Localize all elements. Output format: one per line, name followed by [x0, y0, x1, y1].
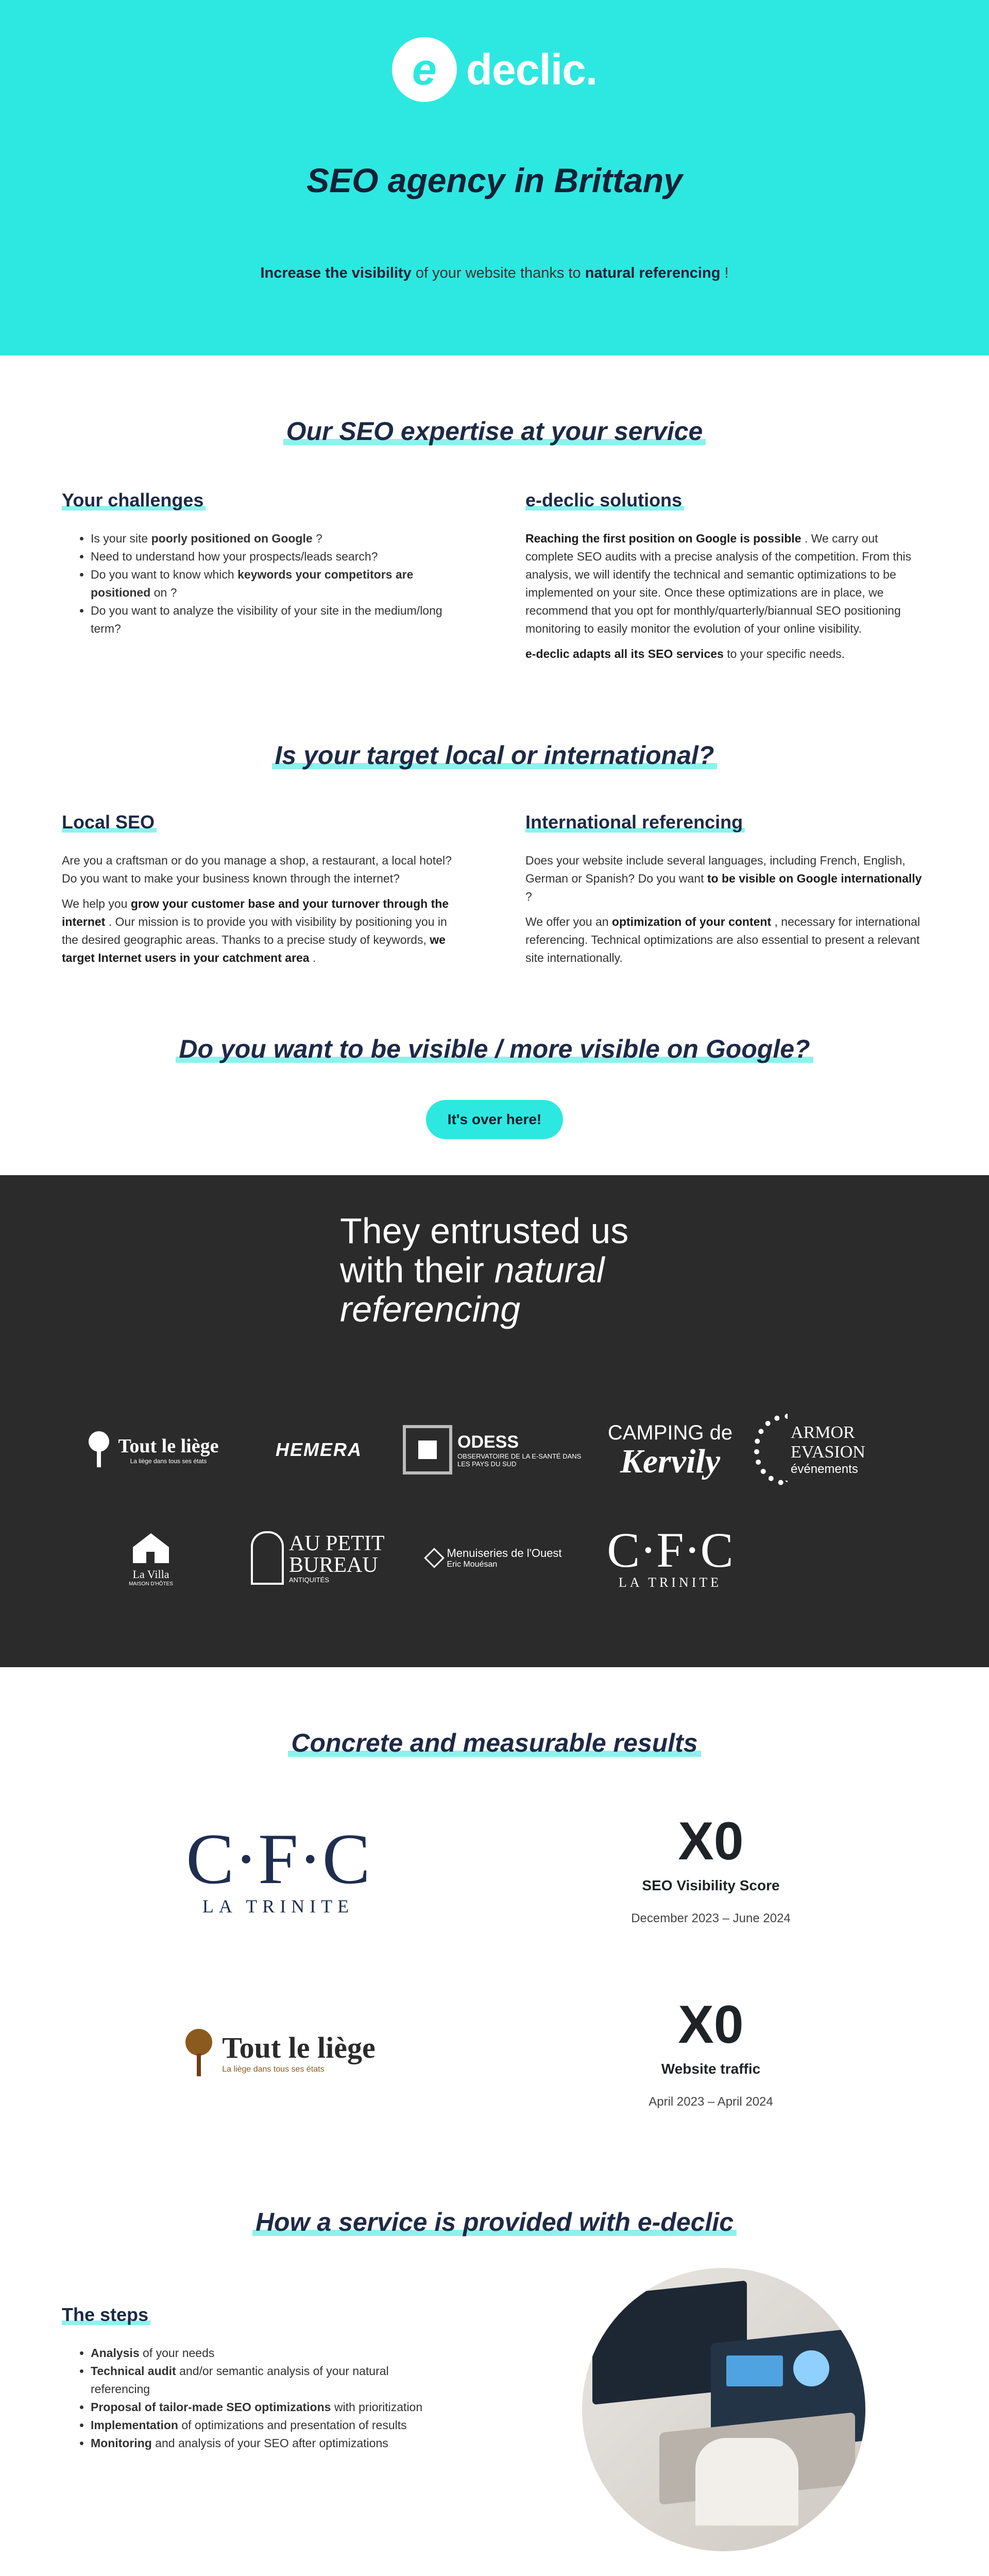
local-seo-intro: Are you a craftsman or do you manage a shop, a restaurant, a local hotel? Do you want to make your business known through the internet?: [62, 854, 452, 885]
logo-mark: e: [392, 37, 457, 102]
step-item: • Implementation of optimizations and presentation of results: [91, 2416, 433, 2434]
page-title: SEO agency in Brittany: [306, 161, 683, 199]
client-logo-kervily: CAMPING de Kervily: [607, 1421, 733, 1480]
solutions-heading: e-declic solutions: [525, 489, 683, 511]
tree-icon: [83, 1429, 114, 1470]
house-icon: [128, 1529, 174, 1565]
laptop-photo: [582, 2268, 865, 2551]
client-logo-hemera: HEMERA: [275, 1439, 362, 1460]
google-cta-section: [0, 967, 989, 1175]
google-cta-title: Do you want to be visible / more visible on Google?: [179, 1035, 810, 1063]
result-row-1: [62, 1811, 927, 1926]
challenge-item: • Need to understand how your prospects/leads search?: [91, 548, 464, 566]
expertise-title: Our SEO expertise at your service: [286, 417, 703, 446]
client-logo-toutleliege: Tout le liège La liège dans tous ses états: [67, 1411, 235, 1488]
client-logo-odess: ODESS OBSERVATOIRE DE LA E-SANTÉ DANS LES PAYS DU SUD: [403, 1411, 586, 1488]
results-title: Concrete and measurable results: [291, 1728, 698, 1757]
solutions-note: e-declic adapts all its SEO services to your specific needs.: [525, 647, 845, 660]
site-logo[interactable]: [0, 37, 989, 102]
challenge-item: • Do you want to know which keywords your competitors are positioned on ?: [91, 566, 464, 602]
challenges-list: [62, 530, 464, 638]
client-logo-armor-evasion: ARMOR EVASION événements: [754, 1411, 922, 1488]
challenge-item: • Do you want to analyze the visibility of your site in the medium/long term?: [91, 602, 464, 638]
result-metric: X0 Website traffic April 2023 – April 2024: [649, 1995, 773, 2109]
steps-list: [62, 2344, 433, 2452]
hero-intro: Increase the visibility of your website thanks to natural referencing !: [260, 265, 729, 281]
quote-form-section: [0, 2551, 989, 2576]
logo-text: declic.: [466, 45, 598, 94]
results-section: [0, 1667, 989, 2150]
clients-title: They entrusted us with their natural referencing: [340, 1211, 629, 1329]
solutions-paragraph: Reaching the first position on Google is possible . We carry out complete SEO audits with a precise analysis of the competition. From this analysis, we will identify the technical and semantic optimizations to be implemented on your site. Once these optimizations are in place, we recommend that you opt for monthly/quarterly/biannual SEO positioning monitoring to easily monitor the evolution of your online visibility.: [525, 532, 912, 635]
step-item: • Technical audit and/or semantic analysis of your natural referencing: [91, 2362, 433, 2398]
result-metric: X0 SEO Visibility Score December 2023 – June 2024: [631, 1811, 791, 1925]
client-logo-petit-bureau: AU PETIT BUREAU ANTIQUITÉS: [235, 1519, 403, 1597]
client-logo-la-villa: La Villa MAISON D'HÔTES: [67, 1519, 235, 1597]
step-item: • Analysis of your needs: [91, 2344, 433, 2362]
challenge-item: • Is your site poorly positioned on Google ?: [91, 530, 464, 548]
international-body: We offer you an optimization of your content , necessary for international referencing. Technical optimizations are also essential to present a relevant site internationally.: [525, 915, 920, 964]
result-client-logo: Tout le liège La liège dans tous ses états: [62, 2027, 494, 2081]
result-client-logo: C·F·C LA TRINITE: [186, 1819, 370, 1917]
target-section: [0, 663, 989, 967]
international-intro: Does your website include several languages, including French, English, German or Spanish? Do you want to be visible on Google internationally ?: [525, 854, 922, 903]
local-seo-body: We help you grow your customer base and your turnover through the internet . Our mission is to provide you with visibility by positioning you in the desired geographic areas. Thanks to a precise study of keywords, we target Internet users in your catchment area .: [62, 897, 449, 964]
client-logos: [67, 1411, 922, 1597]
tree-icon: [181, 2027, 217, 2078]
result-row-2: [62, 1995, 927, 2109]
over-here-button[interactable]: It's over here!: [426, 1100, 564, 1139]
client-logo-menuiseries: Menuiseries de l'Ouest Eric Mouésan: [403, 1519, 586, 1597]
clients-section: [0, 1175, 989, 1667]
challenges-heading: Your challenges: [62, 489, 204, 511]
international-heading: International referencing: [525, 811, 743, 833]
step-item: • Monitoring and analysis of your SEO after optimizations: [91, 2434, 433, 2452]
client-logo-cfc: C·F·C LA TRINITE: [607, 1522, 734, 1590]
local-seo-heading: Local SEO: [62, 811, 155, 833]
steps-heading: The steps: [62, 2304, 149, 2325]
hero-section: [0, 0, 989, 355]
service-title: How a service is provided with e-declic: [255, 2208, 734, 2236]
service-section: [0, 2150, 989, 2551]
target-title: Is your target local or international?: [275, 741, 714, 770]
expertise-section: [0, 355, 989, 663]
step-item: • Proposal of tailor-made SEO optimizations with prioritization: [91, 2398, 433, 2416]
